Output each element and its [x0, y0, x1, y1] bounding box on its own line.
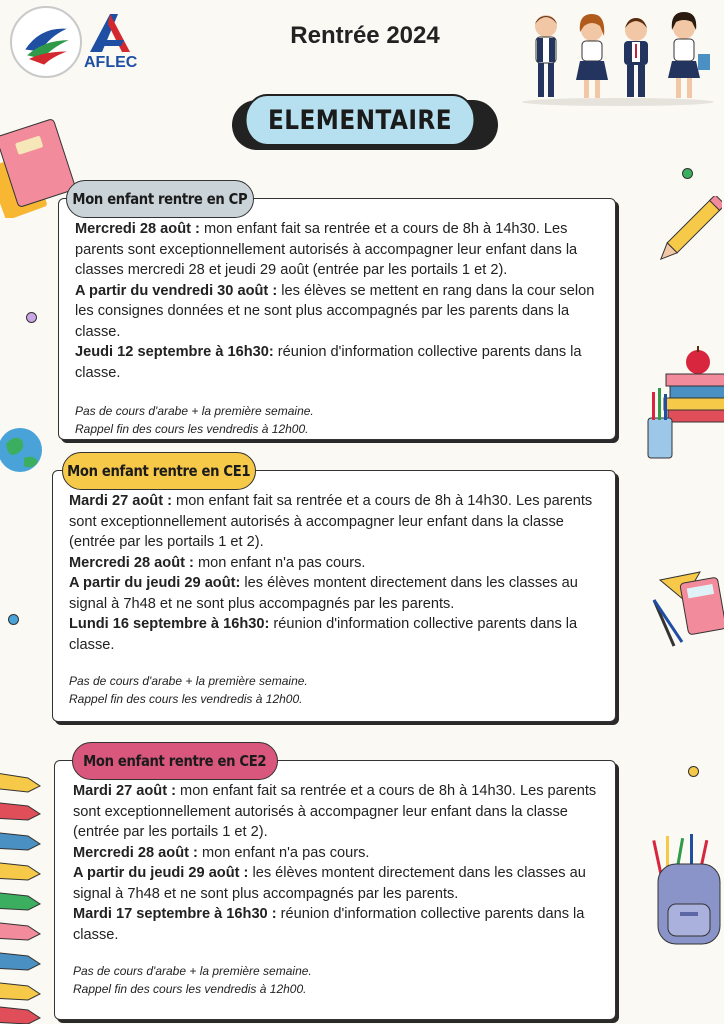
item-date: A partir du vendredi 30 août : [75, 282, 278, 299]
item-date: Lundi 16 septembre à 16h30: [69, 616, 270, 632]
pill-label: Mon enfant rentre en CE1 [67, 462, 251, 480]
item-text: réunion d'information collective parents dans la classe. [69, 616, 578, 653]
calculator-compass-icon [640, 560, 724, 654]
item-date: Mercredi 28 août : [75, 221, 200, 237]
item-date: Mercredi 28 août : [69, 554, 194, 571]
pill-label: Mon enfant rentre en CP [72, 190, 248, 208]
item-text: les élèves montent directement dans les classes au signal à 7h48 et ne sont plus accompagnés par les parents. [73, 865, 586, 902]
section-text-ce1 [69, 491, 603, 655]
pill-cp [66, 180, 254, 218]
section-text-cp [75, 219, 603, 383]
section-card-ce2 [54, 760, 616, 1020]
student-boy-1-icon [535, 15, 557, 97]
pill-ce1 [62, 452, 256, 490]
colored-pencils-icon [0, 766, 44, 1024]
students-illustration [520, 6, 716, 106]
level-banner: ELEMENTAIRE [245, 94, 475, 146]
item-date: Mardi 17 septembre à 16h30 : [73, 906, 277, 922]
note-friday: Rappel fin des cours les vendredis à 12h00. [69, 691, 303, 706]
item-text: réunion d'information collective parents dans la classe. [75, 344, 582, 381]
item-text: mon enfant fait sa rentrée et a cours de 8h à 14h30. Les parents sont exceptionnellement autorisés à accompagner leur enfant dans la classe (entrée par les portails 1 et 2). [73, 783, 597, 840]
section-text-ce2 [73, 781, 603, 945]
section-card-cp [58, 198, 616, 440]
item-text: mon enfant n'a pas cours. [197, 844, 370, 861]
note-friday: Rappel fin des cours les vendredis à 12h00. [75, 421, 309, 436]
item-text: réunion d'information collective parents dans la classe. [73, 906, 585, 943]
section-note-ce1 [69, 673, 603, 708]
note-arabic: Pas de cours d'arabe + la première semaine. [69, 674, 308, 688]
item-date: A partir du jeudi 29 août : [73, 865, 249, 881]
decor-dot-green [682, 168, 693, 179]
item-date: Mercredi 28 août : [73, 844, 198, 861]
note-arabic: Pas de cours d'arabe + la première semaine. [73, 964, 312, 978]
student-boy-2-icon [624, 18, 648, 97]
section-note-cp [75, 403, 603, 438]
aflec-wordmark: AFLEC [84, 54, 138, 71]
pill-label: Mon enfant rentre en CE2 [83, 752, 267, 770]
bird-emblem-icon [12, 8, 80, 76]
aflec-a-icon [84, 10, 136, 54]
note-arabic: Pas de cours d'arabe + la première semaine. [75, 404, 314, 418]
section-card-ce1 [52, 470, 616, 722]
page-title: Rentrée 2024 [290, 22, 440, 49]
globe-icon [0, 424, 46, 476]
note-friday: Rappel fin des cours les vendredis à 12h00. [73, 981, 307, 996]
student-girl-2-icon [668, 12, 710, 98]
decor-dot-purple [26, 312, 37, 323]
decor-dot-yellow [688, 766, 699, 777]
backpack-icon [644, 828, 724, 948]
aflec-logo [84, 10, 136, 72]
item-text: mon enfant n'a pas cours. [193, 554, 366, 571]
item-text: mon enfant fait sa rentrée et a cours de 8h à 14h30. Les parents sont exceptionnellement autorisés à accompagner leur enfant dans la classes mercredi 28 et jeudi 29 août (entrée par les portails 1 et 2). [75, 221, 578, 278]
pill-ce2 [72, 742, 278, 780]
item-text: les élèves se mettent en rang dans la cour selon les consignes données et ne sont plus accompagnés par les parents dans la classe. [75, 282, 595, 340]
pencil-icon [652, 196, 722, 270]
books-apple-icon [640, 340, 724, 464]
section-note-ce2 [73, 963, 603, 998]
decor-dot-blue [8, 614, 19, 625]
item-date: Jeudi 12 septembre à 16h30: [75, 344, 274, 360]
item-date: A partir du jeudi 29 août: [69, 575, 241, 591]
item-text: les élèves montent directement dans les classes au signal à 7h48 et ne sont plus accompagnés par les parents. [69, 575, 578, 612]
item-text: mon enfant fait sa rentrée et a cours de 8h à 14h30. Les parents sont exceptionnellement autorisés à accompagner leur enfant dans la classe (entrée par les portails 1 et 2). [69, 493, 593, 550]
item-date: Mardi 27 août : [73, 783, 176, 799]
item-date: Mardi 27 août : [69, 493, 172, 509]
lfi-dubai-logo [10, 6, 82, 78]
student-girl-1-icon [576, 14, 608, 98]
